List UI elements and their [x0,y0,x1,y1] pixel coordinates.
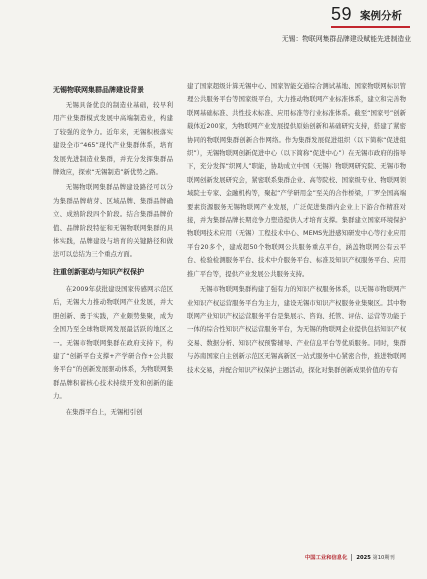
paragraph: 无锡市物联网集群构建了强有力的知识产权服务体系，以无锡市物联网产业知识产权运营服务平台为主力，建设无锡市知识产权服务业集聚区。其中物联网产业知识产权运营服务平台是集展示、咨询、托管、评估、运营等功能于一体的综合性知识产权运营服务平台，为无锡的物联网企业提供包括知识产权交易、数据分析、知识产权预警辅导、产业信息平台等优质服务。同时，集群与苏南国家自主创新示范区无锡高新区一站式服务中心紧密合作，推进物联网技术交易，并配合知识产权保护主题活动，探化对集群创新成果价值的专有 [187,285,406,374]
footer-divider [351,554,352,561]
page-number: 59 [331,4,353,24]
issue-info [356,554,394,561]
left-column [53,84,173,419]
page-footer [305,551,417,563]
issue-year: 2025 [356,554,371,561]
paragraph: 无锡物联网集群品牌建设路径可以分为集群品牌萌芽、区域品牌、集群品牌确立、成熟阶段四个阶段。结合集群品牌价值、品牌阶段特征和无锡物联网集群的具体实践，品牌建设与培育的关键路径和做法可以总结为三个重点方面。 [53,183,173,259]
section-name: 案例分析 [360,10,402,22]
paragraph: 在2009年获批建设国家传感网示范区后，无锡大力推动物联网产业发展，并大胆创新、勇于实践，产业颇势集聚，成为全国乃至全球物联网发展最活跃的地区之一。无锡市物联网集群在政府支持下，构建了“创新平台支撑+产学研合作+公共服务平台”的创新发展驱动体系，为物联网集群品牌积蓄核心技术持续开发和创新的能力。 [53,284,173,401]
article-subtitle: 无锡：物联网集群品牌建设赋能先进制造业 [281,35,411,43]
right-column [187,80,406,377]
section-heading-background: 无锡物联网集群品牌建设背景 [53,86,144,94]
page-header [0,0,427,48]
paragraph: 无锡具备优良的制造业基础，较早利用产业集群模式发展中高端制造业，构建了较强的竞争力。近年来，无锡积极落实建设全市“465”现代产业集群体系，培育发展先进制造业集群，并充分发挥集群品牌效应，探索“无锡制造”新优势之路。 [53,101,173,177]
publication-name: 中国工业和信息化 [305,555,348,561]
paragraph: 在集群平台上，无锡相引创 [65,407,143,416]
issue-number: 第10期刊 [372,554,395,561]
paragraph: 建了国家超级计算无锡中心、国家智能交通综合测试基地、国家物联网标识管理公共服务平台等国家级平台，大力推动物联网产业标准体系，建立和完善物联网基础标准、共性技术标准、应用标准等行业标准体系。截至“国家号”创新载体近200家，为物联网产业发展提供原始创新和基础研究支持，搭建了紧密协同的物联网集群创新合作网络。作为集群发展促进组织（以下简称“促进组织”），无锡物联网创新促进中心（以下简称“促进中心”）在无锡市政府的指导下，充分发挥“织网人”职能，协助成立中国（无锡）物联网研究院、无锡市物联网创新发展研究会，紧密联系集群企业、高等院校、国家级专业、物联网领域院士专家、金融机构等，聚起“产学研用金”至关的合作桥梁，厂罗全国高端要素资源服务无锡物联网产业发展，广泛促进集群内企业上下游合作精准对接，并为集群品牌长期竞争力塑造提供人才培育支撑。集群建立国家环境保护物联网技术应用（无锡）工程技术中心、MEMS先进感知研发中心等行业应用平台20多个，建成超50个物联网公共服务重点平台，涵盖物联网公有云平台、检验检测服务平台、技术中介服务平台、标准及知识产权服务平台、应用推广平台等，提供产业发展公共服务支持。 [187,82,406,278]
section-heading-innovation: 注重创新驱动与知识产权保护 [53,267,144,276]
header-rule [331,26,410,28]
